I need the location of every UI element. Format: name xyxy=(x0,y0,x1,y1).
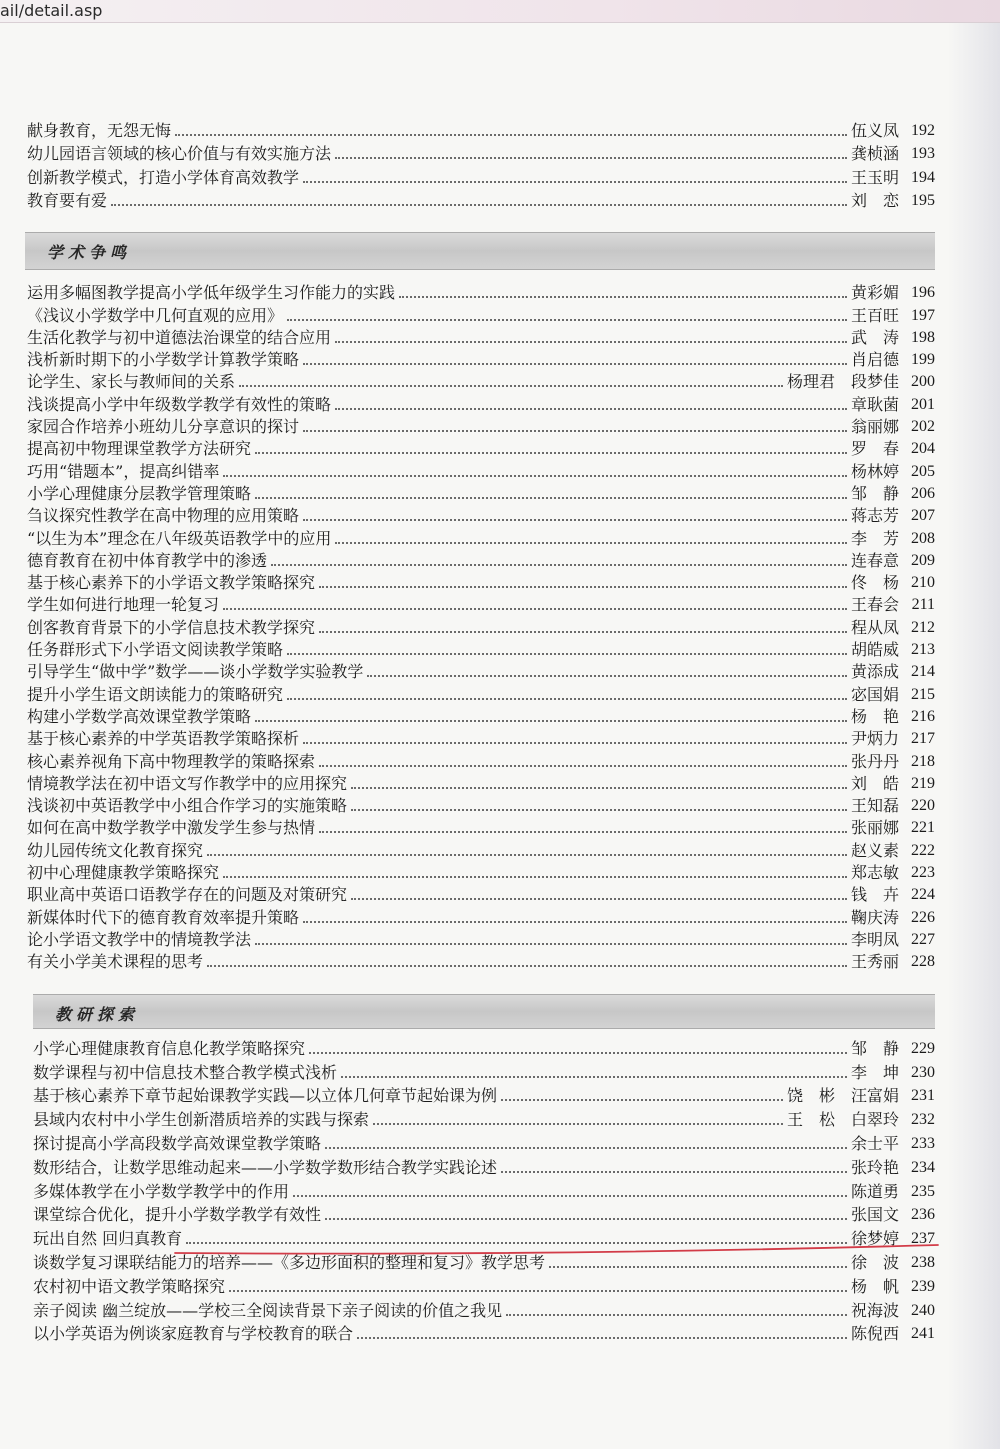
toc-entry xyxy=(27,749,935,771)
dot-leader xyxy=(255,943,847,945)
entry-authors xyxy=(851,662,899,682)
entry-title: 构建小学数学高效课堂教学策略 xyxy=(27,706,252,726)
entry-title: 浅谈初中英语教学中小组合作学习的实施策略 xyxy=(27,796,348,816)
entry-authors xyxy=(851,462,899,482)
dot-leader xyxy=(319,586,847,588)
entry-page-number: 232 xyxy=(911,1111,935,1129)
entry-authors xyxy=(851,439,899,459)
entry-page-number: 208 xyxy=(911,529,935,547)
toc-entry xyxy=(27,883,935,905)
dot-leader xyxy=(207,965,847,967)
entry-title: 农村初中语文教学策略探究 xyxy=(33,1276,226,1296)
entry-author: 宓国娟 xyxy=(850,684,899,704)
toc-entry xyxy=(27,164,935,188)
section-header-bar xyxy=(33,994,935,1029)
toc-entry xyxy=(27,117,935,141)
entry-author: 李 坤 xyxy=(850,1062,899,1082)
toc-section-continued xyxy=(27,117,935,211)
toc-entry xyxy=(27,482,935,504)
entry-page-number: 200 xyxy=(911,373,935,391)
toc-entry xyxy=(27,459,935,481)
toc-entry xyxy=(33,1035,935,1059)
entry-author: 段梦佳 xyxy=(850,372,899,392)
entry-authors xyxy=(851,640,899,660)
entry-author: 邹 静 xyxy=(850,483,899,503)
dot-leader xyxy=(303,921,847,923)
entry-title: 幼儿园语言领域的核心价值与有效实施方法 xyxy=(27,144,332,163)
entry-authors xyxy=(851,144,899,164)
dot-leader xyxy=(287,319,847,321)
entry-title: 教育要有爱 xyxy=(27,191,108,210)
entry-author: 李明凤 xyxy=(850,929,899,949)
entry-title: 基于核心素养下章节起始课教学实践—以立体几何章节起始课为例 xyxy=(33,1086,498,1106)
dot-leader xyxy=(399,296,847,298)
entry-author: 尹炳力 xyxy=(850,729,899,749)
dot-leader xyxy=(351,898,847,900)
entry-authors xyxy=(851,306,899,326)
entry-page-number: 219 xyxy=(911,774,935,792)
toc-entry xyxy=(27,415,935,437)
entry-author: 王春会 xyxy=(850,595,899,615)
entry-author: 杨林婷 xyxy=(850,461,899,481)
dot-leader xyxy=(506,1314,847,1316)
toc-entry xyxy=(27,682,935,704)
entry-authors xyxy=(851,863,899,883)
entry-page-number: 240 xyxy=(911,1301,935,1319)
entry-title: 小学心理健康教育信息化教学策略探究 xyxy=(33,1038,306,1058)
entry-page-number: 221 xyxy=(911,819,935,837)
entry-author: 张国文 xyxy=(850,1205,899,1225)
entry-page-number: 230 xyxy=(911,1063,935,1081)
entry-title: 职业高中英语口语教学存在的问题及对策研究 xyxy=(27,885,348,905)
entry-author: 肖启德 xyxy=(850,350,899,370)
toc-entry xyxy=(27,772,935,794)
entry-title: 提高初中物理课堂教学方法研究 xyxy=(27,439,252,459)
entry-author: 邹 静 xyxy=(850,1038,899,1058)
entry-authors xyxy=(851,930,899,950)
entry-authors xyxy=(851,774,899,794)
dot-leader xyxy=(223,608,847,610)
entry-author: 蒋志芳 xyxy=(850,506,899,526)
entry-authors xyxy=(851,1205,899,1225)
entry-title: 创客教育背景下的小学信息技术教学探究 xyxy=(27,617,316,637)
toc-entry xyxy=(33,1249,935,1273)
entry-authors xyxy=(787,1110,899,1130)
toc-section-academic-debate xyxy=(27,281,935,972)
toc-entry xyxy=(27,504,935,526)
dot-leader xyxy=(373,1123,783,1125)
entry-author: 杨 帆 xyxy=(850,1276,899,1296)
entry-page-number: 195 xyxy=(911,192,935,209)
entry-authors xyxy=(851,191,899,211)
dot-leader xyxy=(549,1266,847,1268)
entry-authors xyxy=(851,1253,899,1273)
dot-leader xyxy=(293,1195,847,1197)
entry-authors xyxy=(851,707,899,727)
entry-title: 基于核心素养的中学英语教学策略探析 xyxy=(27,729,300,749)
dot-leader xyxy=(271,564,847,566)
entry-authors xyxy=(851,1158,899,1178)
entry-page-number: 226 xyxy=(911,908,935,926)
entry-page-number: 202 xyxy=(911,418,935,436)
entry-authors xyxy=(851,1301,899,1321)
entry-title: 核心素养视角下高中物理教学的策略探索 xyxy=(27,751,316,771)
entry-title: “以生为本”理念在八年级英语教学中的应用 xyxy=(27,528,332,548)
toc-entry xyxy=(27,571,935,593)
entry-page-number: 234 xyxy=(911,1158,935,1176)
dot-leader xyxy=(287,698,847,700)
entry-authors xyxy=(851,908,899,928)
dot-leader xyxy=(255,452,847,454)
entry-title: 县域内农村中小学生创新潜质培养的实践与探索 xyxy=(33,1110,370,1130)
toc-entry xyxy=(27,326,935,348)
entry-author: 郑志敏 xyxy=(850,863,899,883)
entry-authors xyxy=(851,506,899,526)
dot-leader xyxy=(309,1052,847,1054)
entry-page-number: 193 xyxy=(911,145,935,162)
entry-author: 鞠庆涛 xyxy=(850,907,899,927)
dot-leader xyxy=(335,542,847,544)
dot-leader xyxy=(319,765,847,767)
browser-url-strip xyxy=(0,0,1000,23)
entry-page-number: 222 xyxy=(911,841,935,859)
entry-authors xyxy=(851,283,899,303)
entry-page-number: 212 xyxy=(911,618,935,636)
entry-page-number: 241 xyxy=(911,1325,935,1343)
entry-page-number: 237 xyxy=(911,1230,935,1248)
section-header-title: 学术争鸣 xyxy=(47,243,132,262)
entry-title: 以小学英语为例谈家庭教育与学校教育的联合 xyxy=(33,1324,354,1344)
entry-page-number: 224 xyxy=(911,886,935,904)
dot-leader xyxy=(111,204,847,206)
dot-leader xyxy=(255,720,847,722)
entry-authors xyxy=(851,1182,899,1202)
toc-entry xyxy=(27,727,935,749)
entry-title: 学生如何进行地理一轮复习 xyxy=(27,595,220,615)
entry-page-number: 236 xyxy=(911,1206,935,1224)
toc-entry xyxy=(33,1083,935,1107)
entry-author: 饶 彬 xyxy=(786,1086,835,1106)
toc-entry xyxy=(33,1297,935,1321)
dot-leader xyxy=(325,1218,847,1220)
dot-leader xyxy=(229,1290,847,1292)
entry-title: 探讨提高小学高段数学高效课堂教学策略 xyxy=(33,1133,322,1153)
toc-entry xyxy=(27,905,935,927)
entry-page-number: 233 xyxy=(911,1134,935,1152)
entry-authors xyxy=(851,752,899,772)
entry-page-number: 206 xyxy=(911,484,935,502)
entry-authors xyxy=(851,417,899,437)
entry-author: 王秀丽 xyxy=(850,952,899,972)
entry-title: 论学生、家长与教师间的关系 xyxy=(27,372,236,392)
entry-author: 杨理君 xyxy=(786,372,835,392)
entry-title: 新媒体时代下的德育教育效率提升策略 xyxy=(27,907,300,927)
entry-author: 陈倪西 xyxy=(850,1324,899,1344)
entry-authors xyxy=(851,1134,899,1154)
dot-leader xyxy=(335,341,847,343)
dot-leader xyxy=(303,181,847,183)
entry-author: 杨 艳 xyxy=(850,706,899,726)
entry-title: 情境教学法在初中语文写作教学中的应用探究 xyxy=(27,773,348,793)
entry-author: 连春意 xyxy=(850,550,899,570)
entry-author: 徐 波 xyxy=(850,1252,899,1272)
toc-entry xyxy=(27,593,935,615)
toc-entry xyxy=(27,526,935,548)
entry-title: 课堂综合优化，提升小学数学教学有效性 xyxy=(33,1205,322,1225)
entry-page-number: 235 xyxy=(911,1182,935,1200)
url-fragment: ail/detail.asp xyxy=(0,1,103,20)
entry-author: 王玉明 xyxy=(850,167,899,187)
entry-author: 佟 杨 xyxy=(850,573,899,593)
entry-author: 张丽娜 xyxy=(850,818,899,838)
dot-leader xyxy=(351,809,847,811)
entry-author: 赵义素 xyxy=(850,840,899,860)
entry-page-number: 205 xyxy=(911,462,935,480)
entry-page-number: 218 xyxy=(911,752,935,770)
dot-leader xyxy=(303,430,847,432)
entry-author: 白翠玲 xyxy=(850,1110,899,1130)
toc-entry xyxy=(27,370,935,392)
dot-leader xyxy=(357,1337,847,1339)
dot-leader xyxy=(239,385,783,387)
entry-authors xyxy=(851,618,899,638)
entry-author: 翁丽娜 xyxy=(850,417,899,437)
dot-leader xyxy=(325,1147,847,1149)
entry-authors xyxy=(851,168,899,188)
entry-page-number: 214 xyxy=(911,663,935,681)
entry-author: 黄彩媚 xyxy=(850,283,899,303)
toc-entry xyxy=(27,348,935,370)
entry-author: 张玲艳 xyxy=(850,1157,899,1177)
entry-authors xyxy=(787,372,899,392)
toc-entry xyxy=(27,392,935,414)
entry-author: 武 涛 xyxy=(850,327,899,347)
entry-author: 王百旺 xyxy=(850,305,899,325)
entry-authors xyxy=(851,729,899,749)
toc-entry xyxy=(33,1130,935,1154)
entry-title: 运用多幅图教学提高小学低年级学生习作能力的实践 xyxy=(27,283,396,303)
entry-title: 创新教学模式，打造小学体育高效教学 xyxy=(27,167,300,187)
entry-author: 李 芳 xyxy=(850,528,899,548)
entry-page-number: 238 xyxy=(911,1253,935,1271)
entry-page-number: 209 xyxy=(911,551,935,569)
entry-authors xyxy=(851,395,899,415)
entry-author: 王知磊 xyxy=(850,796,899,816)
toc-entry xyxy=(27,705,935,727)
entry-title: 数学课程与初中信息技术整合教学模式浅析 xyxy=(33,1062,338,1082)
entry-title: 亲子阅读 幽兰绽放——学校三全阅读背景下亲子阅读的价值之我见 xyxy=(33,1300,503,1320)
entry-page-number: 198 xyxy=(911,328,935,346)
entry-title: 任务群形式下小学语文阅读教学策略 xyxy=(27,640,284,660)
entry-authors xyxy=(851,1277,899,1297)
entry-authors xyxy=(851,1063,899,1083)
entry-authors xyxy=(851,529,899,549)
dot-leader xyxy=(303,519,847,521)
toc-entry xyxy=(27,188,935,212)
dot-leader xyxy=(319,631,847,633)
entry-authors xyxy=(851,573,899,593)
entry-page-number: 201 xyxy=(911,395,935,413)
toc-entry xyxy=(33,1273,935,1297)
toc-entry xyxy=(27,615,935,637)
entry-title: 数形结合，让数学思维动起来——小学数学数形结合教学实践论述 xyxy=(33,1157,498,1177)
entry-title: 德育教育在初中体育教学中的渗透 xyxy=(27,550,268,570)
entry-authors xyxy=(851,796,899,816)
entry-title: 论小学语文教学中的情境教学法 xyxy=(27,929,252,949)
entry-page-number: 217 xyxy=(911,730,935,748)
toc-entry xyxy=(33,1225,935,1249)
toc-entry xyxy=(27,303,935,325)
toc-entry xyxy=(33,1178,935,1202)
dot-leader xyxy=(319,831,847,833)
toc-entry xyxy=(33,1059,935,1083)
entry-page-number: 215 xyxy=(911,685,935,703)
section-header-bar xyxy=(25,232,935,270)
entry-author: 汪富娟 xyxy=(850,1086,899,1106)
entry-title: 玩出自然 回归真教育 xyxy=(33,1229,183,1249)
entry-page-number: 227 xyxy=(911,930,935,948)
entry-page-number: 216 xyxy=(911,707,935,725)
entry-author: 章耿菌 xyxy=(850,394,899,414)
entry-title: 有关小学美术课程的思考 xyxy=(27,952,204,972)
entry-page-number: 211 xyxy=(911,596,935,614)
entry-title: 小学心理健康分层教学管理策略 xyxy=(27,483,252,503)
entry-page-number: 197 xyxy=(911,306,935,324)
toc-entry xyxy=(27,816,935,838)
entry-authors xyxy=(851,121,899,141)
dot-leader xyxy=(335,408,847,410)
entry-title: 家园合作培养小班幼儿分享意识的探讨 xyxy=(27,417,300,437)
toc-entry xyxy=(27,660,935,682)
entry-page-number: 239 xyxy=(911,1277,935,1295)
entry-author: 祝海波 xyxy=(850,1300,899,1320)
toc-entry xyxy=(27,838,935,860)
entry-title: 《浅议小学数学中几何直观的应用》 xyxy=(27,305,284,325)
toc-entry xyxy=(27,281,935,303)
toc-entry xyxy=(27,950,935,972)
entry-author: 王 松 xyxy=(786,1110,835,1130)
entry-authors xyxy=(787,1086,899,1106)
dot-leader xyxy=(223,475,847,477)
entry-authors xyxy=(851,952,899,972)
entry-title: 谈数学复习课联结能力的培养——《多边形面积的整理和复习》教学思考 xyxy=(33,1252,546,1272)
entry-authors xyxy=(851,885,899,905)
entry-authors xyxy=(851,1039,899,1059)
entry-title: 多媒体教学在小学数学教学中的作用 xyxy=(33,1181,290,1201)
toc-entry xyxy=(33,1321,935,1345)
entry-author: 龚桢涵 xyxy=(850,144,899,163)
entry-page-number: 196 xyxy=(911,284,935,302)
entry-page-number: 194 xyxy=(911,168,935,186)
toc-entry xyxy=(27,638,935,660)
entry-author: 黄添成 xyxy=(850,662,899,682)
toc-section-teaching-research xyxy=(33,1035,935,1344)
entry-title: 基于核心素养下的小学语文教学策略探究 xyxy=(27,573,316,593)
entry-author: 罗 春 xyxy=(850,439,899,459)
entry-page-number: 192 xyxy=(911,121,935,139)
entry-authors xyxy=(851,1324,899,1344)
toc-entry xyxy=(33,1106,935,1130)
entry-authors xyxy=(851,818,899,838)
dot-leader xyxy=(287,653,847,655)
entry-title: 浅谈提高小学中年级数学教学有效性的策略 xyxy=(27,394,332,414)
entry-author: 钱 卉 xyxy=(850,885,899,905)
entry-page-number: 204 xyxy=(911,440,935,458)
dot-leader xyxy=(223,876,847,878)
entry-author: 刘 皓 xyxy=(850,773,899,793)
toc-entry xyxy=(27,861,935,883)
toc-entry xyxy=(33,1202,935,1226)
entry-page-number: 210 xyxy=(911,574,935,592)
entry-page-number: 199 xyxy=(911,351,935,369)
entry-author: 余士平 xyxy=(850,1133,899,1153)
toc-entry xyxy=(27,549,935,571)
entry-title: 巧用“错题本”，提高纠错率 xyxy=(27,461,220,481)
toc-entry xyxy=(33,1154,935,1178)
entry-title: 幼儿园传统文化教育探究 xyxy=(27,840,204,860)
entry-title: 浅析新时期下的小学数学计算教学策略 xyxy=(27,350,300,370)
entry-authors xyxy=(851,551,899,571)
entry-author: 胡皓威 xyxy=(850,640,899,660)
entry-page-number: 229 xyxy=(911,1039,935,1057)
entry-author: 徐梦婷 xyxy=(850,1229,899,1249)
dot-leader xyxy=(255,497,847,499)
entry-author: 张丹丹 xyxy=(850,751,899,771)
entry-title: 初中心理健康教学策略探究 xyxy=(27,863,220,883)
dot-leader xyxy=(501,1099,783,1101)
entry-author: 刘 恋 xyxy=(850,191,899,210)
toc-entry xyxy=(27,141,935,165)
entry-authors xyxy=(851,595,899,615)
dot-leader xyxy=(207,854,847,856)
dot-leader xyxy=(335,157,847,159)
entry-authors xyxy=(851,350,899,370)
entry-page-number: 220 xyxy=(911,797,935,815)
entry-page-number: 231 xyxy=(911,1087,935,1105)
dot-leader xyxy=(367,675,847,677)
entry-title: 提升小学生语文朗读能力的策略研究 xyxy=(27,684,284,704)
entry-title: 如何在高中数学教学中激发学生参与热情 xyxy=(27,818,316,838)
entry-author: 伍义凤 xyxy=(850,120,899,140)
entry-title: 献身教育，无怨无悔 xyxy=(27,120,172,140)
dot-leader xyxy=(303,742,847,744)
entry-title: 刍议探究性教学在高中物理的应用策略 xyxy=(27,506,300,526)
entry-authors xyxy=(851,841,899,861)
dot-leader xyxy=(351,787,847,789)
entry-authors xyxy=(851,328,899,348)
entry-page-number: 228 xyxy=(911,953,935,971)
dot-leader xyxy=(341,1076,847,1078)
section-header-title: 教研探索 xyxy=(55,1005,140,1024)
dot-leader xyxy=(303,363,847,365)
entry-authors xyxy=(851,484,899,504)
entry-author: 陈道勇 xyxy=(850,1181,899,1201)
entry-page-number: 207 xyxy=(911,507,935,525)
entry-authors xyxy=(851,685,899,705)
dot-leader xyxy=(175,134,847,136)
entry-page-number: 213 xyxy=(911,641,935,659)
toc-entry xyxy=(27,928,935,950)
entry-page-number: 223 xyxy=(911,864,935,882)
entry-title: 生活化教学与初中道德法治课堂的结合应用 xyxy=(27,327,332,347)
entry-author: 程从凤 xyxy=(850,617,899,637)
toc-entry xyxy=(27,437,935,459)
dot-leader xyxy=(501,1171,847,1173)
page-edge-shadow xyxy=(948,23,1000,1449)
toc-entry xyxy=(27,794,935,816)
entry-title: 引导学生“做中学”数学——谈小学数学实验教学 xyxy=(27,662,364,682)
